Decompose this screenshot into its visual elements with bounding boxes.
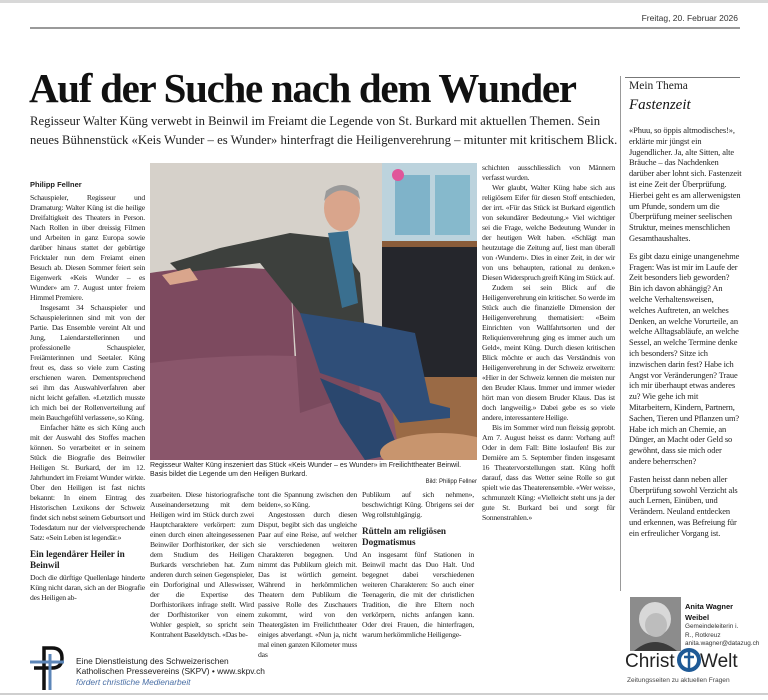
author-email[interactable]: anita.wagner@datazug.ch — [685, 640, 760, 647]
paragraph: zuarbeiten. Diese historiografische Auseinandersetzung mit dem Heiligen wird im Stück durch zwei Hauptcharaktere verkörpert: zum einen durch einen alteingesessenen Beinwiler Dorfhistoriker, der sich dem Studium des Heiligen Burkards verschrieben hat. Zum anderen durch seinen Gegenspieler, ein Dorforiginal und Alleswisser, der die Expertise des Dorfhistorikers infrage stellt. Wird der Dorfhistoriker von einem Wohler gespielt, so spricht sein Kontrahent Baseldytsch. «Das be- — [150, 490, 254, 639]
article-photo — [150, 163, 477, 460]
header-rule — [30, 27, 740, 29]
paragraph: tont die Spannung zwischen den beiden», so Küng. — [258, 490, 357, 509]
footer-line-3: fördert christliche Medienarbeit — [76, 676, 191, 687]
author-name: Anita Wagner Weibel — [685, 602, 734, 622]
issue-date: Freitag, 20. Februar 2026 — [641, 13, 738, 23]
paragraph: Bis im Sommer wird nun fleissig geprobt. Am 7. August heisst es dann: Vorhang auf! Oder in dem Fall: Bitte loslaufen! Bis zur Dernière am 5. September finden insgesamt 16 Theatervorstellungen statt. Küng hofft darauf, dass das Wetter seine Rolle so gut spielt wie das Theaterensemble. «Wer weiss», schmunzelt Küng: «Vielleicht steht uns ja der gute St. Burkard bei und sorgt für Sonnenstrahlen.» — [482, 423, 615, 522]
article-column-2 — [150, 490, 254, 640]
photo-credit: Bild: Philipp Fellner — [425, 479, 477, 486]
photo-caption — [150, 462, 477, 487]
article-column-3 — [258, 490, 357, 660]
subheading: Rütteln am religiösen Dogmatismus — [362, 526, 447, 547]
sidebar-rule — [625, 77, 740, 78]
footer-rule — [0, 693, 768, 695]
svg-text:Welt: Welt — [700, 651, 738, 672]
paragraph: Schauspieler, Regisseur und Dramaturg: Walter Küng ist die heilige Dreifaltigkeit des Theaters in Person. Nach Rollen in über dreissig Filmen und Arbeiten in ganz Europa sowie darüber hinaus stattet der gebürtige Fricktaler nun dem Freiamt einen Besuch ab. Diesen Sommer feiert sein Eigenwerk «Keis Wunder – es Wunder» am 7. August unter freiem Himmel Premiere. — [30, 193, 145, 302]
svg-text:Christ: Christ — [625, 651, 675, 672]
paragraph: Es gibt dazu einige unangenehme Fragen: Was ist mir im Laufe der Zeit besonders lieb geworden? Bin ich davon abhängig? An welche Verhaltensweisen, welches Auftreten, an welches Denken, an welche Vorurteile, an welche Alltagsabläufe, an welche Sessel, an welche Termine denke ich besonders? Sitze ich inzwischen darin fest? Habe ich Angst vor Veränderungen? Traue ich mir überhaupt etwas anderes zu? Wie gehe ich mit Mitarbeitern, Kindern, Partnern, Sachen, Tieren und Pflanzen um? Habe ich mich an Chemie, an Dünger, an Macht oder Geld so gewöhnt, dass sie mich oder andere beherrschen? — [629, 250, 740, 466]
caption-text: Regisseur Walter Küng inszeniert das Stück «Keis Wunder – es Wunder» im Freilichttheater Beinwil. Basis bildet die Legende um den Heiligen Burkard. — [150, 462, 462, 478]
sidebar-divider — [620, 76, 621, 591]
paragraph: Insgesamt 34 Schauspieler und Schauspielerinnen sind mit von der Partie. Das Ensemble vereint Alt und Jung, Laiendarstellerinnen und professionelle Schauspieler, Freiämterinnen und Seetaler. Küng freut es, dass so viele zum Casting erschienen waren. Dementsprechend sei ihm das Auswahlverfahren aber nicht leicht gefallen. «Letztlich musste ich mich bei der Rollenverteilung auf mein Bauchgefühl verlassen», so Küng. — [30, 303, 145, 422]
skpv-logo-icon — [30, 644, 66, 690]
paragraph: Einfacher hätte es sich Küng auch mit der Auswahl des Stoffes machen können. So verarbeitet er in seinem Stück die Biografie des Beinwiler Heiligen St. Burkard, der im 12. Jahrhundert im Freiamt Wunder wirkte. Über den Heiligen ist fast nichts bekannt: In einem Eintrag des Historischen Lexikons der Schweiz findet sich nebst seinem Geburtsort und Todesdatum nur der vielversprechende Satz: «Sein Leben ist legendär.» — [30, 423, 145, 542]
paragraph: schichten ausschliesslich von Männern verfasst wurden. — [482, 163, 615, 182]
article-column-5 — [482, 163, 615, 523]
sidebar-title: Fastenzeit — [629, 97, 691, 113]
article-subtitle: Regisseur Walter Küng verwebt in Beinwil im Freiamt die Legende von St. Burkard mit aktuellen Themen. Sein neues Bühnenstück «Keis Wunder – es Wunder» hinterfragt die Heiligenverehrung – mitunter mit kritischem Blick. — [30, 114, 618, 147]
article-title: Auf der Suche nach dem Wunder — [29, 65, 576, 111]
author-role: Gemeindeleiterin i. R., Rotkreuz — [685, 623, 739, 639]
paragraph: Fasten heisst dann neben aller Überprüfung sowohl Verzicht als auch Lernen, Einüben, und Verändern. Neuland entdecken und erkennen, was Befreiung für ein erfreulicher Vorgang ist. — [629, 473, 738, 538]
photo-walter-kueng — [150, 163, 477, 460]
footer-text — [76, 656, 265, 687]
paragraph: «Phuu, so öppis altmodisches!», erklärte mir jüngst ein Jugendlicher. Ja, alte Sitten, alte Bräuche – das Nachdenken darüber aber lohnt sich. Fastenzeit ist eine Zeit der Überprüfung. Hierbei geht es am allerwenigsten um Pfunde, sondern um die Überprüfung meiner seelischen Struktur, meines menschlichen Gesamthaushaltes. — [629, 125, 742, 243]
top-band — [0, 0, 768, 3]
paragraph: Doch die dürftige Quellenlage hinderte Küng nicht daran, sich an der Biografie des Heiligen ab- — [30, 573, 145, 602]
article-column-4 — [362, 490, 474, 640]
sidebar-kicker: Mein Thema — [629, 80, 688, 92]
paragraph: Angestossen durch diesen Disput, begibt sich das ungleiche Paar auf eine Reise, auf welcher sie verschiedenen weiteren Charakteren begegnen. Und nimmt das Publikum gleich mit. Das ist wörtlich gemeint. Während in herkömmlichen Theatern dem Publikum die passive Rolle des Zuschauers zukommt, wird von den Theatergästen im Freilichttheater einiges abverlangt. «Nun ja, nicht mal einen ganzen Kilometer muss das — [258, 510, 357, 659]
subheading: Ein legendärer Heiler in Beinwil — [30, 549, 125, 570]
footer-line-1: Eine Dienstleistung des Schweizerischen — [76, 656, 229, 666]
article-author: Philipp Fellner — [30, 180, 82, 189]
christ-und-welt-logo — [622, 640, 742, 690]
sidebar-column — [629, 125, 742, 545]
paragraph: Wer glaubt, Walter Küng habe sich aus religiösem Eifer für diesen Stoff entschieden, der irrt. «Für das Stück ist Burkard eigentlich von sekundärer Bedeutung.» Viel wichtiger sei die Frage, welche Bedeutung Wunder in der heutigen Welt haben. «Schlägt man heutzutage die Zeitung auf, liest man überall von ‹Wundern›. Dies in einer Zeit, in der wir von uns behaupten, rational zu denken.» Diesen Widerspruch greift Küng im Stück auf. — [482, 183, 615, 282]
paragraph: An insgesamt fünf Stationen in Beinwil macht das Duo Halt. Und begegnet dabei verschiedenen weiteren Charakteren: So auch einer Teenagerin, die mit der christlichen Tradition, die ihre Eltern noch verkörpern, nichts anfangen kann. Oder drei Frauen, die hinterfragen, warum herkömmliche Heiligenge- — [362, 550, 474, 639]
paragraph: Zudem sei sein Blick auf die Heiligenverehrung ein kritischer. So werde im Stück auch die finanzielle Dimension der Heiligenverehrung thematisiert: «Beim Einrichten von Wallfahrtsorten und der Reliquienverehrung ging es immer auch um Geld», meint Küng. Durch diesen kritischen Blick möchte er auch das Verständnis von Heiligenverehrung in der Schweiz erweitern: «Hier in der Schweiz kennen die meisten nur den Bruder Klaus. Immer und immer wieder hört man von diesem Bruder Klaus. Das ist doch langweilig.» Dabei gebe es so viele andere, interessantere Heilige. — [482, 283, 615, 422]
paragraph: Publikum auf sich nehmen», beschwichtigt Küng. Übrigens sei der Weg rollstuhlgängig. — [362, 490, 474, 519]
christ-welt-tagline: Zeitungsseiten zu aktuellen Fragen — [627, 677, 730, 684]
footer-line-2: Katholischen Pressevereins (SKPV) • www.skpv.ch — [76, 666, 265, 677]
article-column-1 — [30, 193, 145, 603]
